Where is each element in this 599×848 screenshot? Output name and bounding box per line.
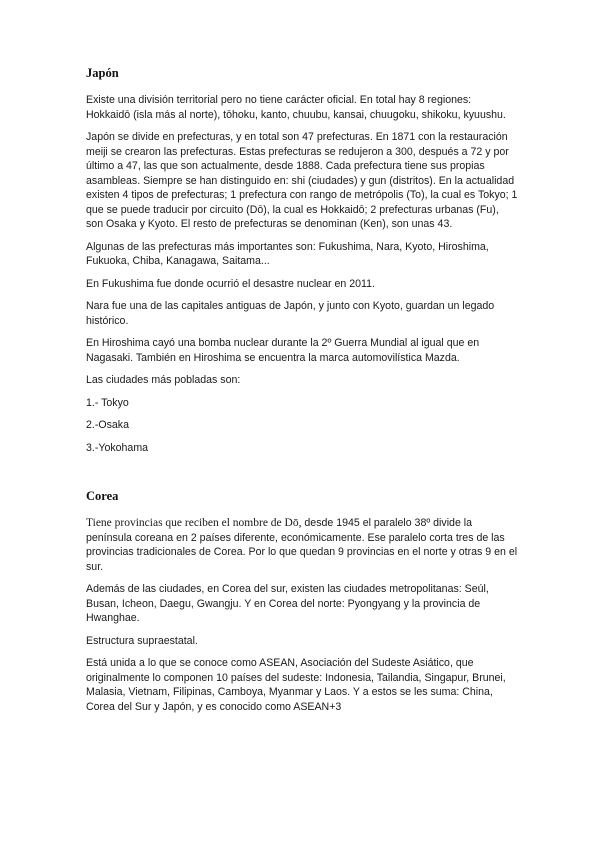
paragraph: En Hiroshima cayó una bomba nuclear durante la 2º Guerra Mundial al igual que en Nagasaki. También en Hiroshima se encuentra la marca automovilística Mazda. xyxy=(86,337,480,364)
section-title-japon: Japón xyxy=(86,66,119,80)
lead-text: Tiene provincias que reciben el nombre de Dō, xyxy=(86,517,302,529)
paragraph: En Fukushima fue donde ocurrió el desastre nuclear en 2011. xyxy=(86,277,375,290)
lead-rest-text: desde 1945 el paralelo 38º divide la península coreana en 2 países diferente, económicamente. Ese paralelo corta tres de las provincias tradicionales de Corea. Por lo que quedan 9 provincias en el norte y otras 9 en el sur. xyxy=(86,517,518,573)
list-item: 1.- Tokyo xyxy=(86,396,129,409)
paragraph: Las ciudades más pobladas son: xyxy=(86,374,241,386)
paragraph: Está unida a lo que se conoce como ASEAN, Asociación del Sudeste Asiático, que originalmente lo componen 10 países del sudeste: Indonesia, Tailandia, Singapur, Brunei, Malasia, Vietnam, Filipinas, Camboya, Myanmar y Laos. Y a estos se les suma: China, Corea del Sur y Japón, y es conocido como ASEAN+3 xyxy=(86,657,506,713)
paragraph: Estructura supraestatal. xyxy=(86,634,198,647)
section-spacer xyxy=(86,463,518,489)
paragraph xyxy=(86,516,518,574)
list-item: 2.-Osaka xyxy=(86,419,129,431)
paragraph: Nara fue una de las capitales antiguas de Japón, y junto con Kyoto, guardan un legado histórico. xyxy=(86,300,495,327)
paragraph: Además de las ciudades, en Corea del sur, existen las ciudades metropolitanas: Seúl, Busan, Icheon, Daegu, Gwangju. Y en Corea del norte: Pyongyang y la provincia de Hwanghae. xyxy=(86,583,489,624)
paragraph: Algunas de las prefecturas más importantes son: Fukushima, Nara, Kyoto, Hiroshima, Fukuoka, Chiba, Kanagawa, Saitama... xyxy=(86,240,489,267)
list-item: 3.-Yokohama xyxy=(86,441,149,454)
paragraph: Existe una división territorial pero no tiene carácter oficial. En total hay 8 regiones: Hokkaidō (isla más al norte), tōhoku, kanto, chuubu, kansai, chuugoku, shikoku, kyuushu. xyxy=(86,94,506,121)
section-title-corea: Corea xyxy=(86,489,119,503)
paragraph: Japón se divide en prefecturas, y en total son 47 prefecturas. En 1871 con la restauración meiji se crearon las prefecturas. Estas prefecturas se redujeron a 300, después a 72 y por último a 47, las que son actualmente, desde 1888. Cada prefectura tiene sus propias asambleas. Siempre se han distinguido en: shi (ciudades) y gun (distritos). En la actualidad existen 4 tipos de prefecturas; 1 prefectura con rango de metrópolis (To), la cual es Tokyo; 1 que se puede traducir por circuito (Dō), la cual es Hokkaidō; 2 prefecturas urbanas (Fu), son Osaka y Kyoto. El resto de prefecturas se denominan (Ken), son unas 43. xyxy=(86,131,518,230)
document-body xyxy=(86,66,518,722)
